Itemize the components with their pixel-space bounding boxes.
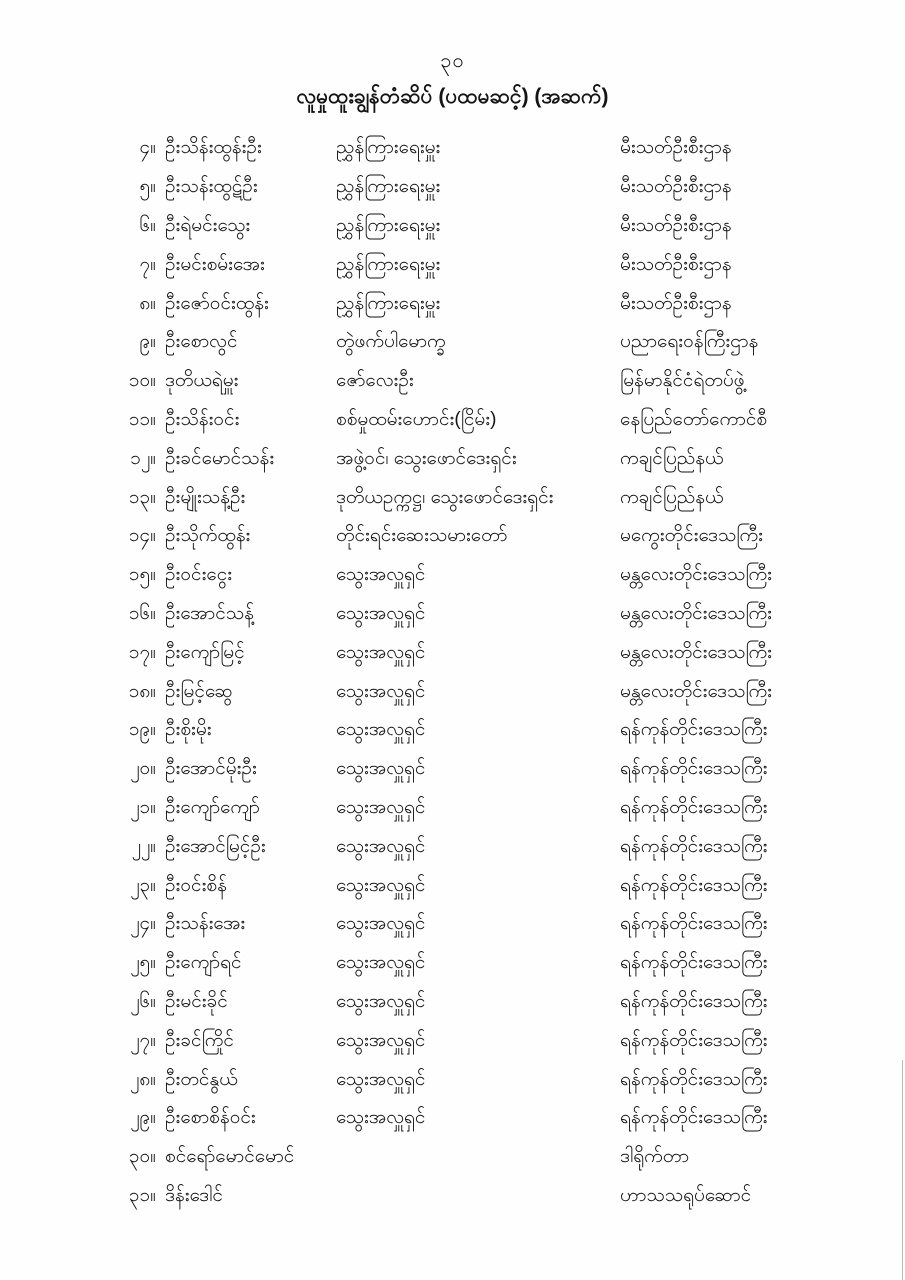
- row-number: ၁၉။: [128, 719, 156, 741]
- table-row: [0, 790, 905, 829]
- person-name: ဦးသိန်းထွန်းဦး: [165, 137, 262, 159]
- person-organization: ရန်ကုန်တိုင်းဒေသကြီး: [620, 990, 768, 1012]
- award-recipient-list: [0, 130, 905, 1216]
- person-organization: ရန်ကုန်တိုင်းဒေသကြီး: [620, 952, 768, 974]
- person-organization: ရန်ကုန်တိုင်းဒေသကြီး: [620, 835, 768, 857]
- table-row: [0, 1100, 905, 1139]
- table-row: [0, 402, 905, 441]
- person-position: သွေးအလှူရှင်: [336, 913, 426, 935]
- person-position: ညွှန်ကြားရေးမှူး: [336, 214, 441, 236]
- person-position: သွေးအလှူရှင်: [336, 602, 426, 624]
- person-organization: မန္တလေးတိုင်းဒေသကြီး: [620, 602, 772, 624]
- person-name: ဦးမင်းစမ်းအေး: [165, 253, 265, 275]
- row-number: ၃၀။: [128, 1146, 156, 1168]
- person-organization: မီးသတ်ဦးစီးဌာန: [620, 176, 732, 198]
- person-name: ဦးဇော်ဝင်းထွန်း: [165, 292, 269, 314]
- table-row: [0, 440, 905, 479]
- person-organization: ရန်ကုန်တိုင်းဒေသကြီး: [620, 796, 768, 818]
- row-number: ၂၃။: [130, 874, 156, 896]
- row-number: ၇။: [139, 253, 156, 275]
- person-name: ဦးသိန်းဝင်း: [165, 408, 240, 430]
- person-name: ဦးအောင်သန့်: [165, 602, 254, 624]
- person-name: ဦးဝင်းငွေး: [165, 564, 233, 586]
- person-name: ဦးမျိုးသန့်ဦး: [165, 486, 246, 508]
- table-row: [0, 945, 905, 984]
- table-row: [0, 557, 905, 596]
- table-row: [0, 984, 905, 1023]
- person-organization: ရန်ကုန်တိုင်းဒေသကြီး: [620, 1068, 768, 1090]
- row-number: ၂၆။: [130, 990, 156, 1012]
- person-organization: မန္တလေးတိုင်းဒေသကြီး: [620, 680, 772, 702]
- person-position: တိုင်းရင်းဆေးသမားတော်: [336, 525, 508, 547]
- person-position: သွေးအလှူရှင်: [336, 641, 426, 663]
- person-name: ဦးအောင်မြင့်ဦး: [165, 835, 266, 857]
- row-number: ၂၁။: [130, 796, 156, 818]
- person-position: သွေးအလှူရှင်: [336, 874, 426, 896]
- person-organization: မြန်မာနိုင်ငံရဲတပ်ဖွဲ့: [620, 370, 745, 392]
- person-name: ဦးကျော်ရင်: [165, 952, 242, 974]
- person-name: ဦးသန်းထွဋ်ဦး: [165, 176, 258, 198]
- person-position: သွေးအလှူရှင်: [336, 564, 426, 586]
- row-number: ၂၄။: [130, 913, 156, 935]
- person-organization: ကချင်ပြည်နယ်: [620, 447, 724, 469]
- row-number: ၁၃။: [128, 486, 156, 508]
- row-number: ၂၉။: [130, 1107, 156, 1129]
- person-organization: ဒါရိုက်တာ: [620, 1146, 690, 1168]
- person-name: ဦးကျော်ကျော်: [165, 796, 260, 818]
- row-number: ၄။: [139, 137, 156, 159]
- person-name: ဦးစောစိန်ဝင်း: [165, 1107, 256, 1129]
- person-position: သွေးအလှူရှင်: [336, 758, 426, 780]
- person-organization: ရန်ကုန်တိုင်းဒေသကြီး: [620, 719, 768, 741]
- scan-edge-artifact: [902, 1060, 903, 1280]
- page-title: လူမှုထူးချွန်တံဆိပ် (ပထမဆင့်) (အဆက်): [296, 85, 609, 108]
- table-row: [0, 1139, 905, 1178]
- person-name: ဦးခင်ကြိုင်: [165, 1029, 234, 1051]
- person-organization: မန္တလေးတိုင်းဒေသကြီး: [620, 564, 772, 586]
- person-position: သွေးအလှူရှင်: [336, 1068, 426, 1090]
- person-organization: ရန်ကုန်တိုင်းဒေသကြီး: [620, 1029, 768, 1051]
- table-row: [0, 208, 905, 247]
- person-name: ဦးကျော်မြင့်: [165, 641, 245, 663]
- row-number: ၂၂။: [131, 835, 156, 857]
- person-name: ဒုတိယရဲမှူး: [165, 370, 239, 392]
- person-name: ဦးသိုက်ထွန်း: [165, 525, 251, 547]
- person-organization: ရန်ကုန်တိုင်းဒေသကြီး: [620, 874, 768, 896]
- table-row: [0, 712, 905, 751]
- person-position: ညွှန်ကြားရေးမှူး: [336, 253, 441, 275]
- person-name: ဒိန်းဒေါင်: [165, 1184, 223, 1206]
- table-row: [0, 246, 905, 285]
- row-number: ၂၈။: [130, 1068, 156, 1090]
- person-position: တွဲဖက်ပါမောက္ခ: [336, 331, 446, 353]
- person-organization: မကွေးတိုင်းဒေသကြီး: [620, 525, 763, 547]
- person-position: ညွှန်ကြားရေးမှူး: [336, 176, 441, 198]
- person-position: ဒုတိယဥက္ကဋ္ဌ၊ သွေးဖောင်ဒေးရှင်း: [336, 486, 554, 508]
- person-organization: မီးသတ်ဦးစီးဌာန: [620, 214, 732, 236]
- person-position: စစ်မှုထမ်းဟောင်း(ငြိမ်း): [336, 408, 497, 430]
- person-name: ဦးခင်မောင်သန်း: [165, 447, 275, 469]
- row-number: ၁၈။: [128, 680, 156, 702]
- row-number: ၁၅။: [128, 564, 156, 586]
- person-name: ဦးစိုးမိုး: [165, 719, 212, 741]
- table-row: [0, 867, 905, 906]
- table-row: [0, 1061, 905, 1100]
- table-row: [0, 518, 905, 557]
- person-position: ညွှန်ကြားရေးမှူး: [336, 292, 441, 314]
- person-organization: မီးသတ်ဦးစီးဌာန: [620, 137, 732, 159]
- person-organization: ရန်ကုန်တိုင်းဒေသကြီး: [620, 913, 768, 935]
- table-row: [0, 169, 905, 208]
- person-position: သွေးအလှူရှင်: [336, 990, 426, 1012]
- table-row: [0, 479, 905, 518]
- table-row: [0, 906, 905, 945]
- person-name: ဦးမင်းခိုင်: [165, 990, 228, 1012]
- person-organization: ကချင်ပြည်နယ်: [620, 486, 724, 508]
- table-row: [0, 1022, 905, 1061]
- row-number: ၂၇။: [130, 1029, 156, 1051]
- person-name: ဦးရဲမင်းသွေး: [165, 214, 251, 236]
- row-number: ၆။: [139, 214, 156, 236]
- row-number: ၂၅။: [130, 952, 156, 974]
- person-name: ဦးဝင်းစိန်: [165, 874, 227, 896]
- table-row: [0, 363, 905, 402]
- person-position: ညွှန်ကြားရေးမှူး: [336, 137, 441, 159]
- table-row: [0, 324, 905, 363]
- row-number: ၁၆။: [128, 602, 156, 624]
- person-name: ဦးသန်းအေး: [165, 913, 246, 935]
- table-row: [0, 285, 905, 324]
- person-position: သွေးအလှူရှင်: [336, 835, 426, 857]
- person-position: သွေးအလှူရှင်: [336, 1107, 426, 1129]
- page-number: ၃၀: [440, 50, 465, 72]
- person-position: သွေးအလှူရှင်: [336, 680, 426, 702]
- person-organization: မီးသတ်ဦးစီးဌာန: [620, 253, 732, 275]
- row-number: ၈။: [139, 292, 156, 314]
- person-name: စင်ရော်မောင်မောင်: [165, 1146, 295, 1168]
- person-position: သွေးအလှူရှင်: [336, 1029, 426, 1051]
- person-position: သွေးအလှူရှင်: [336, 796, 426, 818]
- row-number: ၁၄။: [128, 525, 156, 547]
- person-position: ဇော်လေးဦး: [336, 370, 414, 392]
- row-number: ၃၁။: [128, 1184, 156, 1206]
- person-name: ဦးစောလွင်: [165, 331, 238, 353]
- person-name: ဦးမြင့်ဆွေ: [165, 680, 233, 702]
- person-organization: ပညာရေးဝန်ကြီးဌာန: [620, 331, 759, 353]
- table-row: [0, 130, 905, 169]
- person-name: ဦးတင်နွယ်: [165, 1068, 238, 1090]
- row-number: ၁၇။: [128, 641, 156, 663]
- person-organization: မီးသတ်ဦးစီးဌာန: [620, 292, 732, 314]
- person-organization: ရန်ကုန်တိုင်းဒေသကြီး: [620, 1107, 768, 1129]
- person-organization: ဟာသသရုပ်ဆောင်: [620, 1184, 752, 1206]
- table-row: [0, 751, 905, 790]
- person-organization: မန္တလေးတိုင်းဒေသကြီး: [620, 641, 772, 663]
- person-organization: ရန်ကုန်တိုင်းဒေသကြီး: [620, 758, 768, 780]
- person-organization: နေပြည်တော်ကောင်စီ: [620, 408, 768, 430]
- table-row: [0, 596, 905, 635]
- table-row: [0, 634, 905, 673]
- person-position: အဖွဲ့ဝင်၊ သွေးဖောင်ဒေးရှင်း: [336, 447, 517, 469]
- row-number: ၅။: [139, 176, 156, 198]
- row-number: ၉။: [139, 331, 156, 353]
- person-name: ဦးအောင်မိုးဦး: [165, 758, 257, 780]
- row-number: ၂၀။: [130, 758, 156, 780]
- table-row: [0, 1178, 905, 1217]
- person-position: သွေးအလှူရှင်: [336, 952, 426, 974]
- table-row: [0, 673, 905, 712]
- person-position: သွေးအလှူရှင်: [336, 719, 426, 741]
- row-number: ၁၂။: [130, 447, 156, 469]
- table-row: [0, 828, 905, 867]
- row-number: ၁၁။: [128, 408, 156, 430]
- row-number: ၁၀။: [128, 370, 156, 392]
